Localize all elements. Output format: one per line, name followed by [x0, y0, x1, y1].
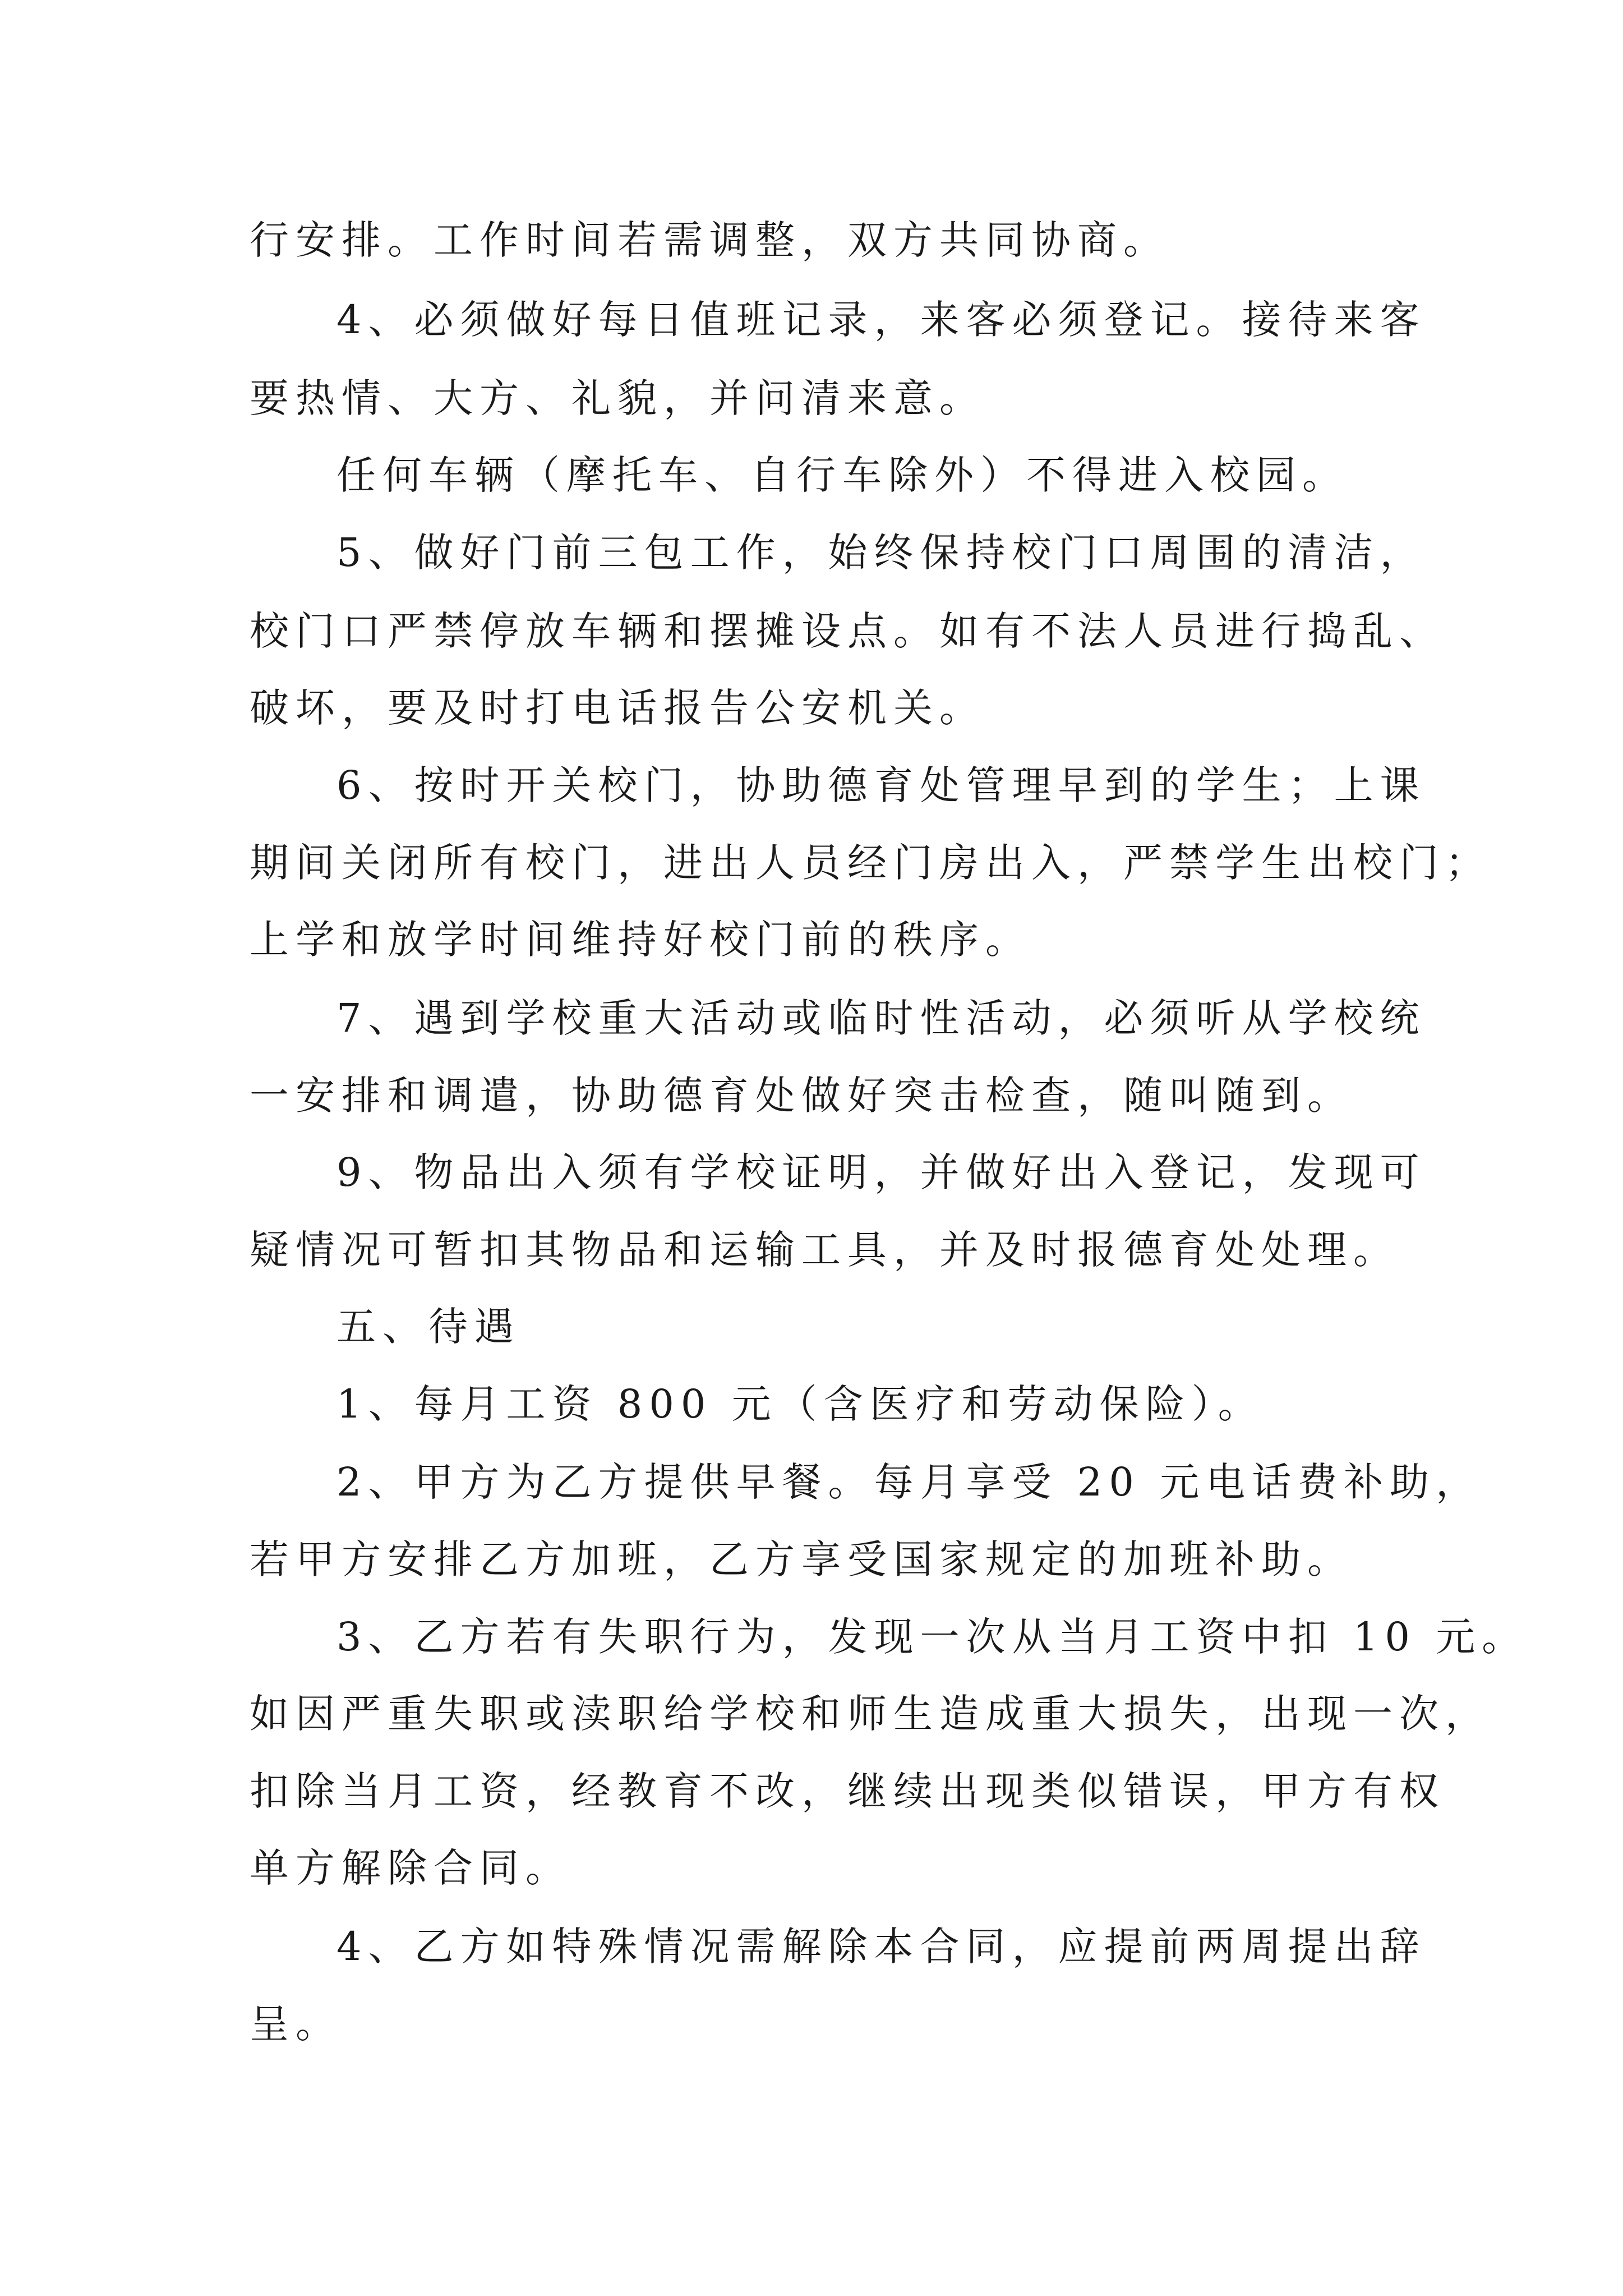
text-line: 一安排和调遣，协助德育处做好突击检查，随叫随到。 — [250, 1073, 1353, 1119]
text-line: 行安排。工作时间若需调整，双方共同协商。 — [250, 217, 1169, 263]
text-line: 任何车辆（摩托车、自行车除外）不得进入校园。 — [336, 452, 1348, 498]
text-line: 4、必须做好每日值班记录，来客必须登记。接待来客 — [336, 297, 1426, 343]
text-line: 9、物品出入须有学校证明，并做好出入登记，发现可 — [336, 1149, 1426, 1195]
text-line: 校门口严禁停放车辆和摆摊设点。如有不法人员进行捣乱、 — [250, 608, 1445, 654]
text-line: 扣除当月工资，经教育不改，继续出现类似错误，甲方有权 — [250, 1768, 1445, 1814]
text-line: 2、甲方为乙方提供早餐。每月享受 20 元电话费补助， — [336, 1459, 1482, 1505]
text-line: 上学和放学时间维持好校门前的秩序。 — [250, 917, 1031, 963]
text-line: 破坏，要及时打电话报告公安机关。 — [250, 685, 985, 731]
text-line: 3、乙方若有失职行为，发现一次从当月工资中扣 10 元。 — [336, 1614, 1528, 1660]
text-line: 单方解除合同。 — [250, 1845, 571, 1891]
text-line: 5、做好门前三包工作，始终保持校门口周围的清洁， — [336, 530, 1426, 576]
text-line: 如因严重失职或渎职给学校和师生造成重大损失，出现一次， — [250, 1691, 1491, 1737]
text-line: 要热情、大方、礼貌，并问清来意。 — [250, 375, 985, 421]
section-heading: 五、待遇 — [336, 1304, 520, 1350]
text-line: 1、每月工资 800 元（含医疗和劳动保险）。 — [336, 1381, 1264, 1427]
text-line: 7、遇到学校重大活动或临时性活动，必须听从学校统 — [336, 995, 1426, 1041]
text-line: 期间关闭所有校门，进出人员经门房出入，严禁学生出校门； — [250, 840, 1491, 886]
text-line: 若甲方安排乙方加班，乙方享受国家规定的加班补助。 — [250, 1536, 1353, 1582]
text-line: 4、乙方如特殊情况需解除本合同，应提前两周提出辞 — [336, 1924, 1426, 1970]
text-line: 呈。 — [250, 2001, 342, 2047]
text-line: 疑情况可暂扣其物品和运输工具，并及时报德育处处理。 — [250, 1227, 1399, 1273]
text-line: 6、按时开关校门，协助德育处管理早到的学生；上课 — [336, 762, 1426, 808]
